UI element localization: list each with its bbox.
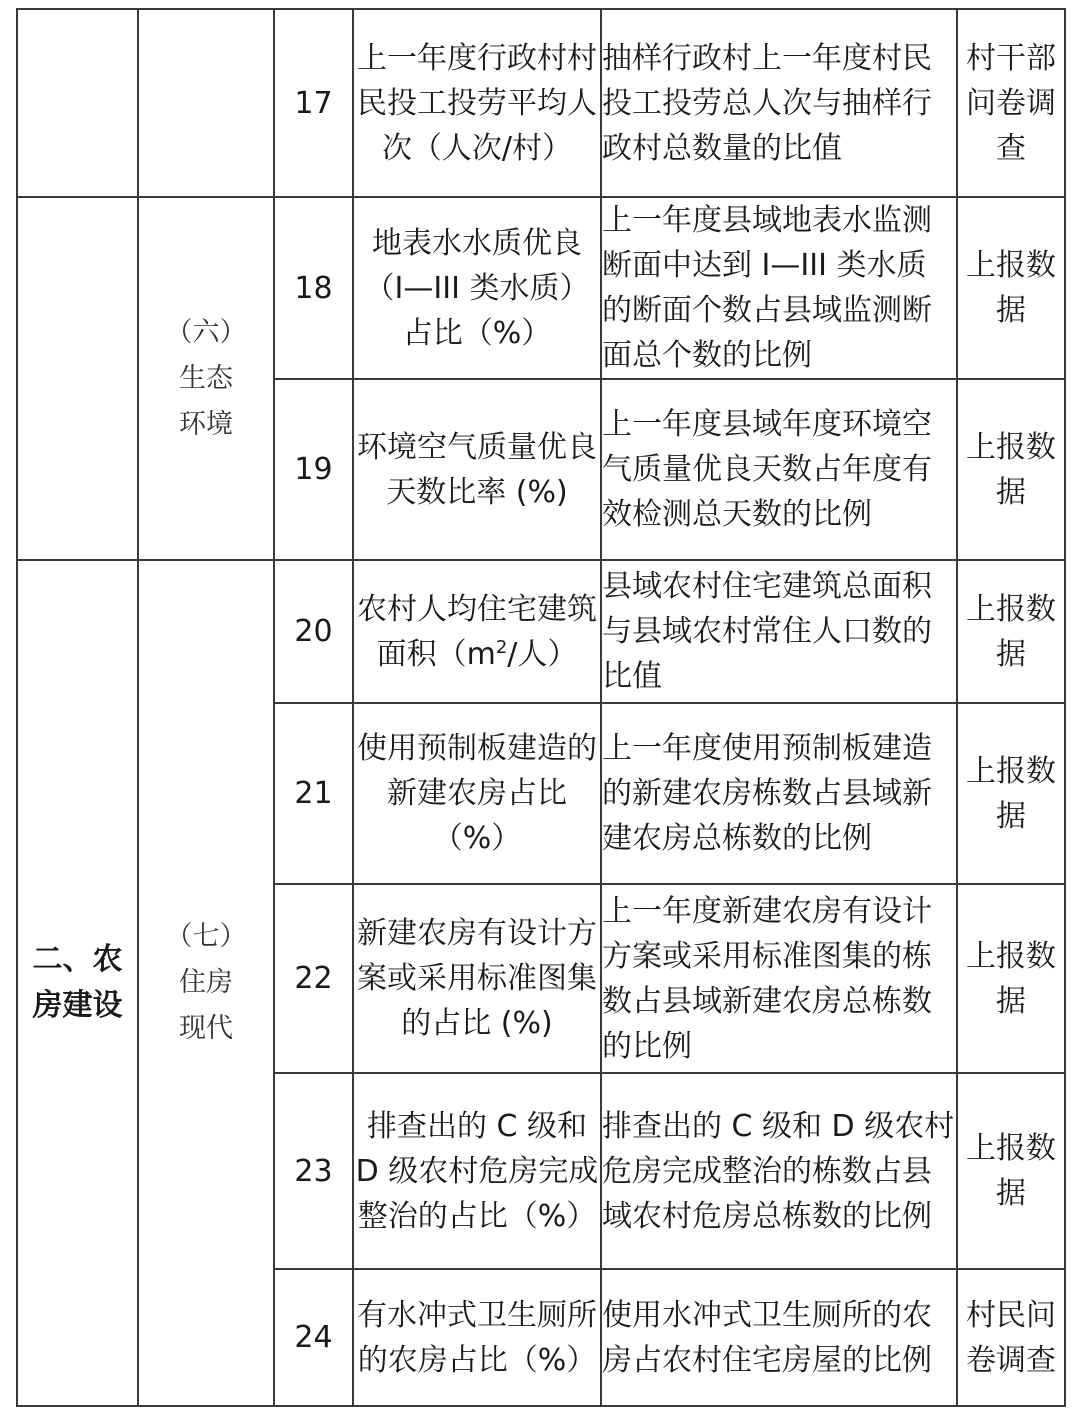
- data-source: 上报数据: [957, 379, 1065, 560]
- indicator-name: 新建农房有设计方案或采用标准图集的占比 (%): [353, 884, 601, 1073]
- table-row: [17, 9, 1065, 197]
- indicator-definition: 上一年度使用预制板建造的新建农房栋数占县域新建农房总栋数的比例: [601, 703, 957, 884]
- subcategory-line: 环境: [179, 408, 233, 440]
- data-source: 上报数据: [957, 197, 1065, 379]
- indicator-definition: 上一年度县域年度环境空气质量优良天数占年度有效检测总天数的比例: [601, 379, 957, 560]
- indicator-definition: 上一年度县域地表水监测断面中达到 I—III 类水质的断面个数占县域监测断面总个数的比例: [601, 197, 957, 379]
- subcategory-empty-cell: [138, 9, 274, 197]
- indicator-name: 地表水水质优良（I—III 类水质）占比（%）: [353, 197, 601, 379]
- data-source: 上报数据: [957, 884, 1065, 1073]
- subcategory-ecology: [138, 197, 274, 560]
- subcategory-housing: [138, 560, 274, 1406]
- row-number: 17: [274, 9, 353, 197]
- category-housing: [17, 560, 138, 1406]
- indicator-definition: 抽样行政村上一年度村民投工投劳总人次与抽样行政村总数量的比值: [601, 9, 957, 197]
- category-line: 二、农: [32, 942, 123, 977]
- subcategory-line: 现代: [179, 1013, 233, 1044]
- indicator-name: 环境空气质量优良天数比率 (%): [353, 379, 601, 560]
- indicator-name: [353, 560, 601, 703]
- subcategory-line: 生态: [179, 362, 233, 394]
- data-source: 上报数据: [957, 1073, 1065, 1269]
- indicator-text: 农村人均住宅建筑面积（m: [357, 591, 597, 672]
- category-line: 房建设: [32, 988, 123, 1023]
- row-number: 20: [274, 560, 353, 703]
- indicator-name: 排查出的 C 级和 D 级农村危房完成整治的占比（%）: [353, 1073, 601, 1269]
- data-source: 村民问卷调查: [957, 1269, 1065, 1406]
- data-source: 村干部问卷调查: [957, 9, 1065, 197]
- category-empty-cell: [17, 197, 138, 560]
- row-number: 24: [274, 1269, 353, 1406]
- subcategory-line: （七）: [165, 921, 247, 952]
- data-source: 上报数据: [957, 560, 1065, 703]
- indicator-name: 使用预制板建造的新建农房占比（%）: [353, 703, 601, 884]
- superscript: 2: [495, 636, 508, 658]
- category-empty-cell: [17, 9, 138, 197]
- table-row: [17, 560, 1065, 703]
- subcategory-line: 住房: [179, 967, 233, 998]
- indicator-definition: 县域农村住宅建筑总面积与县域农村常住人口数的比值: [601, 560, 957, 703]
- row-number: 21: [274, 703, 353, 884]
- indicator-table: [16, 8, 1066, 1407]
- row-number: 19: [274, 379, 353, 560]
- row-number: 18: [274, 197, 353, 379]
- indicator-definition: 排查出的 C 级和 D 级农村危房完成整治的栋数占县域农村危房总栋数的比例: [601, 1073, 957, 1269]
- subcategory-line: （六）: [165, 316, 247, 348]
- row-number: 22: [274, 884, 353, 1073]
- indicator-name: 上一年度行政村村民投工投劳平均人次（人次/村）: [353, 9, 601, 197]
- indicator-definition: 上一年度新建农房有设计方案或采用标准图集的栋数占县域新建农房总栋数的比例: [601, 884, 957, 1073]
- data-source: 上报数据: [957, 703, 1065, 884]
- row-number: 23: [274, 1073, 353, 1269]
- table-row: [17, 197, 1065, 379]
- indicator-definition: 使用水冲式卫生厕所的农房占农村住宅房屋的比例: [601, 1269, 957, 1406]
- indicator-text: /人）: [507, 636, 578, 672]
- indicator-name: 有水冲式卫生厕所的农房占比（%）: [353, 1269, 601, 1406]
